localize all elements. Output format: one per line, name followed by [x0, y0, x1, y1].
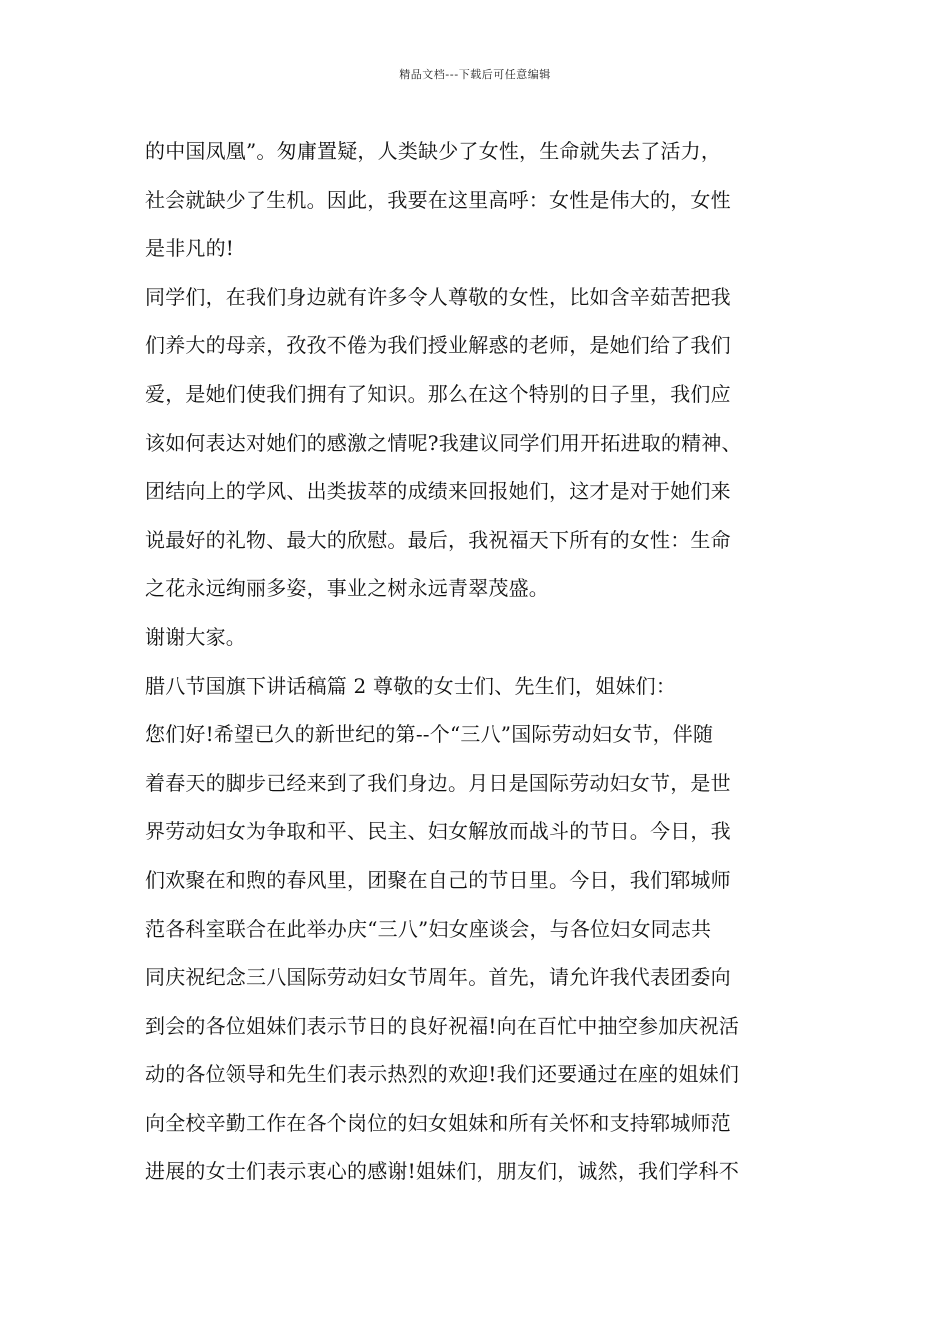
text-line: 动的各位领导和先生们表示热烈的欢迎!我们还要通过在座的姐妹们	[145, 1062, 740, 1087]
text-line: 着春天的脚步已经来到了我们身边。月日是国际劳动妇女节，是世	[145, 770, 731, 795]
text-line: 爱，是她们使我们拥有了知识。那么在这个特别的日子里，我们应	[145, 381, 731, 406]
text-line: 们欢聚在和煦的春风里，团聚在自己的节日里。今日，我们郓城师	[145, 867, 731, 892]
text-line: 是非凡的!	[145, 236, 235, 261]
text-line: 同庆祝纪念三八国际劳动妇女节周年。首先，请允许我代表团委向	[145, 965, 731, 990]
document-body	[145, 127, 815, 1196]
text-line: 界劳动妇女为争取和平、民主、妇女解放而战斗的节日。今日，我	[145, 819, 731, 844]
text-line: 之花永远绚丽多姿，事业之树永远青翠茂盛。	[145, 576, 549, 601]
text-line: 团结向上的学风、出类拔萃的成绩来回报她们，这才是对于她们来	[145, 479, 731, 504]
page-header: 精品文档---下载后可任意编辑	[399, 68, 551, 81]
text-line: 到会的各位姐妹们表示节日的良好祝福!向在百忙中抽空参加庆祝活	[145, 1013, 740, 1038]
text-line: 范各科室联合在此举办庆“三八”妇女座谈会，与各位妇女同志共	[145, 916, 712, 941]
text-line: 您们好!希望已久的新世纪的第--个“三八”国际劳动妇女节，伴随	[145, 722, 714, 747]
section-heading-line: 腊八节国旗下讲话稿篇 2 尊敬的女士们、先生们，姐妹们：	[145, 673, 677, 698]
text-line: 谢谢大家。	[145, 624, 246, 649]
text-line: 们养大的母亲，孜孜不倦为我们授业解惑的老师，是她们给了我们	[145, 333, 731, 358]
text-line: 向全校辛勤工作在各个岗位的妇女姐妹和所有关怀和支持郓城师范	[145, 1110, 731, 1135]
text-line: 说最好的礼物、最大的欣慰。最后，我祝福天下所有的女性：生命	[145, 527, 731, 552]
text-line: 该如何表达对她们的感激之情呢?我建议同学们用开拓进取的精神、	[145, 430, 742, 455]
text-line: 社会就缺少了生机。因此，我要在这里高呼：女性是伟大的，女性	[145, 187, 731, 212]
text-line: 的中国凤凰”。匆庸置疑，人类缺少了女性，生命就失去了活力，	[145, 139, 722, 163]
text-line: 进展的女士们表示衷心的感谢!姐妹们，朋友们，诚然，我们学科不	[145, 1159, 740, 1184]
text-line: 同学们，在我们身边就有许多令人尊敬的女性，比如含辛茹苦把我	[145, 284, 731, 309]
